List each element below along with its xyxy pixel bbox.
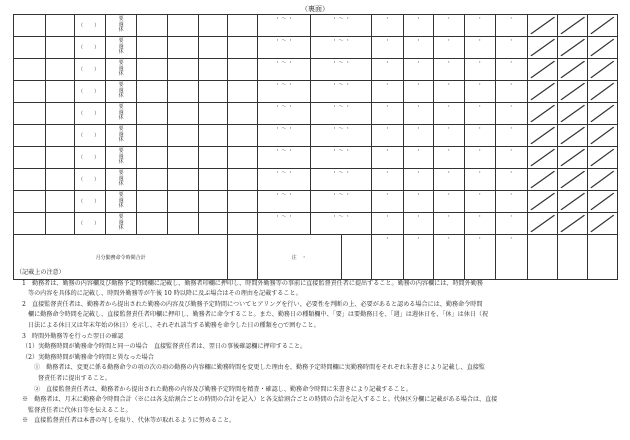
date-cell[interactable] [14,191,46,213]
rate-dot-cell: ・ [464,147,496,169]
slash-cell[interactable] [527,81,557,103]
table-row [14,37,618,59]
rate-dot-cell: ・ [434,169,464,191]
rate-dot-cell: ・ [403,125,433,147]
slash-cell[interactable] [557,15,587,37]
slash-cell[interactable] [557,125,587,147]
notes-section [16,268,616,427]
date-cell[interactable] [14,103,46,125]
rate-dot-cell: ・ [464,191,496,213]
rate-dot-cell: ・ [403,169,433,191]
ordered-time-cell[interactable]: ・ ～ ・ [311,15,372,37]
day-type-week: 週 [118,131,124,138]
rate-dot-cell: ・ [464,15,496,37]
day-type-week: 週 [118,175,124,182]
content-cell[interactable] [136,103,168,125]
paren-cell[interactable]: （ ） [74,147,106,169]
weekday-cell[interactable] [45,213,74,235]
day-type-holiday: 休 [118,137,124,144]
date-cell[interactable] [14,147,46,169]
day-type-week: 週 [118,87,124,94]
note-line-10: 督責任者に提出すること。 [38,374,112,382]
day-type-cell[interactable] [106,147,136,169]
rate-dot-cell: ・ [464,213,496,235]
table-body [14,15,618,235]
slash-cell[interactable] [527,37,557,59]
ordered-time-cell[interactable]: ・ ～ ・ [311,213,372,235]
rate-dot-cell: ・ [464,59,496,81]
seal-cell[interactable] [228,15,257,37]
slash-cell[interactable] [588,213,618,235]
ordered-time-cell[interactable]: ・ ～ ・ [311,169,372,191]
date-cell[interactable] [14,37,46,59]
seal-cell[interactable] [228,81,257,103]
paren-cell[interactable]: （ ） [74,81,106,103]
day-type-req: 要 [118,82,124,89]
slash-cell[interactable] [588,15,618,37]
total-dot-2: ・ [403,235,433,280]
content-cell[interactable] [168,169,198,191]
rate-dot-cell: ・ [496,125,528,147]
weekday-cell[interactable] [45,147,74,169]
total-dot-1: ・ [372,235,404,280]
ordered-time-cell[interactable]: ・ ～ ・ [311,125,372,147]
content-cell[interactable] [168,147,198,169]
rate-dot-cell: ・ [403,191,433,213]
weekday-cell[interactable] [45,81,74,103]
rate-dot-cell: ・ [403,37,433,59]
content-cell[interactable] [136,169,168,191]
table-row [14,191,618,213]
content-cell[interactable] [136,191,168,213]
day-type-req: 要 [118,38,124,45]
table-row [14,103,618,125]
content-cell[interactable] [198,213,227,235]
paren-cell[interactable]: （ ） [74,125,106,147]
ordered-time-cell[interactable]: ・ ～ ・ [311,59,372,81]
seal-cell[interactable] [228,37,257,59]
rate-dot-cell: ・ [372,147,404,169]
rate-dot-cell: ・ [464,103,496,125]
day-type-week: 週 [118,65,124,72]
content-cell[interactable] [198,15,227,37]
slash-cell[interactable] [557,169,587,191]
rate-dot-cell: ・ [434,191,464,213]
note-line-11: ② 直接監督責任者は、勤務者から提出された勤務の内容及び勤務予定時間を精査・確認し、勤務命令時間に朱書きにより記載すること。 [34,385,412,393]
paren-cell[interactable]: （ ） [74,191,106,213]
slash-cell[interactable] [588,169,618,191]
note-mark: 注 [291,254,297,261]
rate-dot-cell: ・ [434,37,464,59]
note-line-5: 日法による休日又は年末年始の休日）を示し、それぞれ該当する勤務を命令した日の種類を○で囲むこと。 [28,321,320,329]
rate-dot-cell: ・ [403,59,433,81]
day-type-cell[interactable] [106,191,136,213]
content-cell[interactable] [168,125,198,147]
day-type-req: 要 [118,60,124,67]
table-row [14,59,618,81]
content-cell[interactable] [168,103,198,125]
day-type-week: 週 [118,153,124,160]
content-cell[interactable] [136,147,168,169]
rate-dot-cell: ・ [434,103,464,125]
content-cell[interactable] [168,213,198,235]
slash-cell[interactable] [588,147,618,169]
rate-dot-cell: ・ [434,59,464,81]
rate-dot-cell: ・ [403,103,433,125]
planned-time-cell[interactable]: ・ ～ ・ [257,81,311,103]
day-type-week: 週 [118,219,124,226]
seal-cell[interactable] [228,103,257,125]
rate-dot-cell: ・ [372,37,404,59]
slash-cell[interactable] [557,81,587,103]
slash-cell[interactable] [557,213,587,235]
day-type-week: 週 [118,109,124,116]
planned-time-cell[interactable]: ・ ～ ・ [257,15,311,37]
content-cell[interactable] [136,37,168,59]
rate-dot-cell: ・ [372,59,404,81]
content-cell[interactable] [168,59,198,81]
content-cell[interactable] [198,59,227,81]
rate-dot-cell: ・ [434,15,464,37]
rate-dot-cell: ・ [372,213,404,235]
seal-cell[interactable] [228,213,257,235]
date-cell[interactable] [14,125,46,147]
rate-dot-cell: ・ [434,147,464,169]
total-dot-a: ・ [301,254,307,261]
weekday-cell[interactable] [45,103,74,125]
planned-time-cell[interactable]: ・ ～ ・ [257,37,311,59]
rate-dot-cell: ・ [434,125,464,147]
rate-dot-cell: ・ [496,169,528,191]
rate-dot-cell: ・ [372,191,404,213]
notes-heading: （記載上の注意） [16,269,65,276]
total-dot-4: ・ [464,235,496,280]
day-type-holiday: 休 [118,115,124,122]
content-cell[interactable] [198,81,227,103]
slash-cell[interactable] [527,169,557,191]
total-label: 月分勤務命令時間合計 [14,235,228,280]
paren-cell[interactable]: （ ） [74,59,106,81]
slash-cell[interactable] [557,147,587,169]
day-type-holiday: 休 [118,159,124,166]
paren-cell[interactable]: （ ） [74,213,106,235]
rate-dot-cell: ・ [496,213,528,235]
day-type-req: 要 [118,126,124,133]
ordered-time-cell[interactable]: ・ ～ ・ [311,147,372,169]
seal-cell[interactable] [228,125,257,147]
weekday-cell[interactable] [45,59,74,81]
slash-cell[interactable] [588,103,618,125]
slash-cell[interactable] [557,37,587,59]
note-line-1: 1 勤務者は、勤務の内容欄及び勤務予定時間欄に記載し、勤務者印欄に押印し、時間外勤務等の事前に直接監督責任者に提出すること。勤務の内容欄には、時間外勤務 [22,279,483,287]
rate-dot-cell: ・ [403,81,433,103]
date-cell[interactable] [14,213,46,235]
rate-dot-cell: ・ [496,147,528,169]
planned-time-cell[interactable]: ・ ～ ・ [257,169,311,191]
content-cell[interactable] [198,103,227,125]
weekday-cell[interactable] [45,125,74,147]
ordered-time-cell[interactable]: ・ ～ ・ [311,81,372,103]
seal-cell[interactable] [228,147,257,169]
rate-dot-cell: ・ [464,169,496,191]
day-type-req: 要 [118,16,124,23]
table-row [14,213,618,235]
content-cell[interactable] [168,15,198,37]
paren-cell[interactable]: （ ） [74,169,106,191]
slash-cell[interactable] [588,191,618,213]
day-type-req: 要 [118,214,124,221]
day-type-week: 週 [118,43,124,50]
note-line-2: 等の内容を具体的に記載し、時間外勤務等が午後 10 時以降に及ぶ場合はその理由を記載すること。 [28,290,302,298]
note-line-3: 2 直接監督責任者は、勤務者から提出された勤務の内容及び勤務予定時間についてヒアリングを行い、必要性を判断の上、必要があると認める場合には、勤務命令時間 [22,300,483,308]
content-cell[interactable] [198,125,227,147]
day-type-cell[interactable] [106,169,136,191]
slash-cell[interactable] [527,213,557,235]
day-type-cell[interactable] [106,59,136,81]
total-dot-3: ・ [434,235,464,280]
content-cell[interactable] [136,125,168,147]
weekday-cell[interactable] [45,37,74,59]
slash-cell[interactable] [588,81,618,103]
content-cell[interactable] [198,147,227,169]
content-cell[interactable] [198,169,227,191]
day-type-holiday: 休 [118,93,124,100]
slash-cell[interactable] [588,37,618,59]
weekday-cell[interactable] [45,191,74,213]
planned-time-cell[interactable]: ・ ～ ・ [257,213,311,235]
note-line-13: 監督責任者に代休日等を伝えること。 [28,406,132,414]
content-cell[interactable] [168,37,198,59]
planned-time-cell[interactable]: ・ ～ ・ [257,103,311,125]
day-type-cell[interactable] [106,103,136,125]
total-dot-5: ・ [496,235,528,280]
time-table [13,14,618,280]
rate-dot-cell: ・ [372,103,404,125]
note-line-4: 欄に勤務命令時間を記載し、直接監督責任者印欄に押印し、勤務者に命令すること。また、勤務日の種類欄中、「要」は要勤務日を、「週」は週休日を、「休」は休日（祝 [28,311,489,319]
weekday-cell[interactable] [45,169,74,191]
weekday-cell[interactable] [45,15,74,37]
rate-dot-cell: ・ [372,81,404,103]
seal-cell[interactable] [228,169,257,191]
slash-cell[interactable] [527,15,557,37]
content-cell[interactable] [168,81,198,103]
day-type-cell[interactable] [106,37,136,59]
planned-time-cell[interactable]: ・ ～ ・ [257,125,311,147]
rate-dot-cell: ・ [372,125,404,147]
date-cell[interactable] [14,169,46,191]
day-type-holiday: 休 [118,203,124,210]
page-header: （裏面） [301,5,329,13]
day-type-holiday: 休 [118,181,124,188]
content-cell[interactable] [168,191,198,213]
date-cell[interactable] [14,81,46,103]
planned-time-cell[interactable]: ・ ～ ・ [257,59,311,81]
rate-dot-cell: ・ [403,147,433,169]
ordered-time-cell[interactable]: ・ ～ ・ [311,37,372,59]
day-type-week: 週 [118,21,124,28]
content-cell[interactable] [136,213,168,235]
rate-dot-cell: ・ [496,191,528,213]
day-type-cell[interactable] [106,125,136,147]
slash-cell[interactable] [527,59,557,81]
rate-dot-cell: ・ [464,37,496,59]
day-type-cell[interactable] [106,15,136,37]
rate-dot-cell: ・ [496,103,528,125]
day-type-req: 要 [118,104,124,111]
note-line-8: （2）実勤務時間が勤務命令時間と異なった場合 [22,353,154,361]
ordered-time-cell[interactable]: ・ ～ ・ [311,103,372,125]
slash-cell[interactable] [527,191,557,213]
rate-dot-cell: ・ [372,15,404,37]
note-line-7: （1）実勤務時間が勤務命令時間と同一の場合 直接監督責任者は、翌日の事後確認欄に押印すること。 [22,343,307,351]
day-type-holiday: 休 [118,27,124,34]
content-cell[interactable] [198,37,227,59]
slash-cell[interactable] [527,147,557,169]
slash-cell[interactable] [557,59,587,81]
day-type-req: 要 [118,170,124,177]
rate-dot-cell: ・ [496,37,528,59]
note-line-12: ※ 勤務者は、月末に勤務命令時間合計（※には各支給割合ごとの時間の合計を記入）と各支給割合ごとの時間の合計を記入すること。代休区分欄に記載がある場合は、直接 [22,396,498,404]
rate-dot-cell: ・ [496,59,528,81]
paren-cell[interactable]: （ ） [74,15,106,37]
day-type-cell[interactable] [106,213,136,235]
rate-dot-cell: ・ [434,81,464,103]
rate-dot-cell: ・ [496,81,528,103]
note-line-6: 3 時間外勤務等を行った翌日の確認 [22,332,124,340]
table-row [14,147,618,169]
paren-cell[interactable]: （ ） [74,37,106,59]
day-type-req: 要 [118,148,124,155]
table-row [14,81,618,103]
content-cell[interactable] [136,15,168,37]
slash-cell[interactable] [557,191,587,213]
day-type-holiday: 休 [118,49,124,56]
table-row [14,15,618,37]
content-cell[interactable] [198,191,227,213]
date-cell[interactable] [14,15,46,37]
rate-dot-cell: ・ [403,15,433,37]
planned-time-cell[interactable]: ・ ～ ・ [257,191,311,213]
content-cell[interactable] [136,59,168,81]
slash-cell[interactable] [588,59,618,81]
day-type-cell[interactable] [106,81,136,103]
day-type-holiday: 休 [118,71,124,78]
note-line-9: ① 勤務者は、変更に係る勤務命令の項の次の項の勤務の内容欄に勤務時間を変更した理由を、勤務予定時間欄に実勤務時間をそれぞれ朱書きにより記載し、直接監 [34,364,485,372]
rate-dot-cell: ・ [464,81,496,103]
table-row [14,125,618,147]
rate-dot-cell: ・ [496,15,528,37]
rate-dot-cell: ・ [403,213,433,235]
table-row [14,169,618,191]
content-cell[interactable] [136,81,168,103]
day-type-holiday: 休 [118,225,124,232]
note-line-14: ※ 直接監督責任者は本書の写しを取り、代休等が取れるように努めること。 [22,417,236,425]
paren-cell[interactable]: （ ） [74,103,106,125]
seal-cell[interactable] [228,191,257,213]
date-cell[interactable] [14,59,46,81]
seal-cell[interactable] [228,59,257,81]
slash-cell[interactable] [527,125,557,147]
slash-cell[interactable] [557,103,587,125]
day-type-week: 週 [118,197,124,204]
slash-cell[interactable] [527,103,557,125]
rate-dot-cell: ・ [434,213,464,235]
ordered-time-cell[interactable]: ・ ～ ・ [311,191,372,213]
slash-cell[interactable] [588,125,618,147]
day-type-req: 要 [118,192,124,199]
planned-time-cell[interactable]: ・ ～ ・ [257,147,311,169]
rate-dot-cell: ・ [372,169,404,191]
rate-dot-cell: ・ [464,125,496,147]
